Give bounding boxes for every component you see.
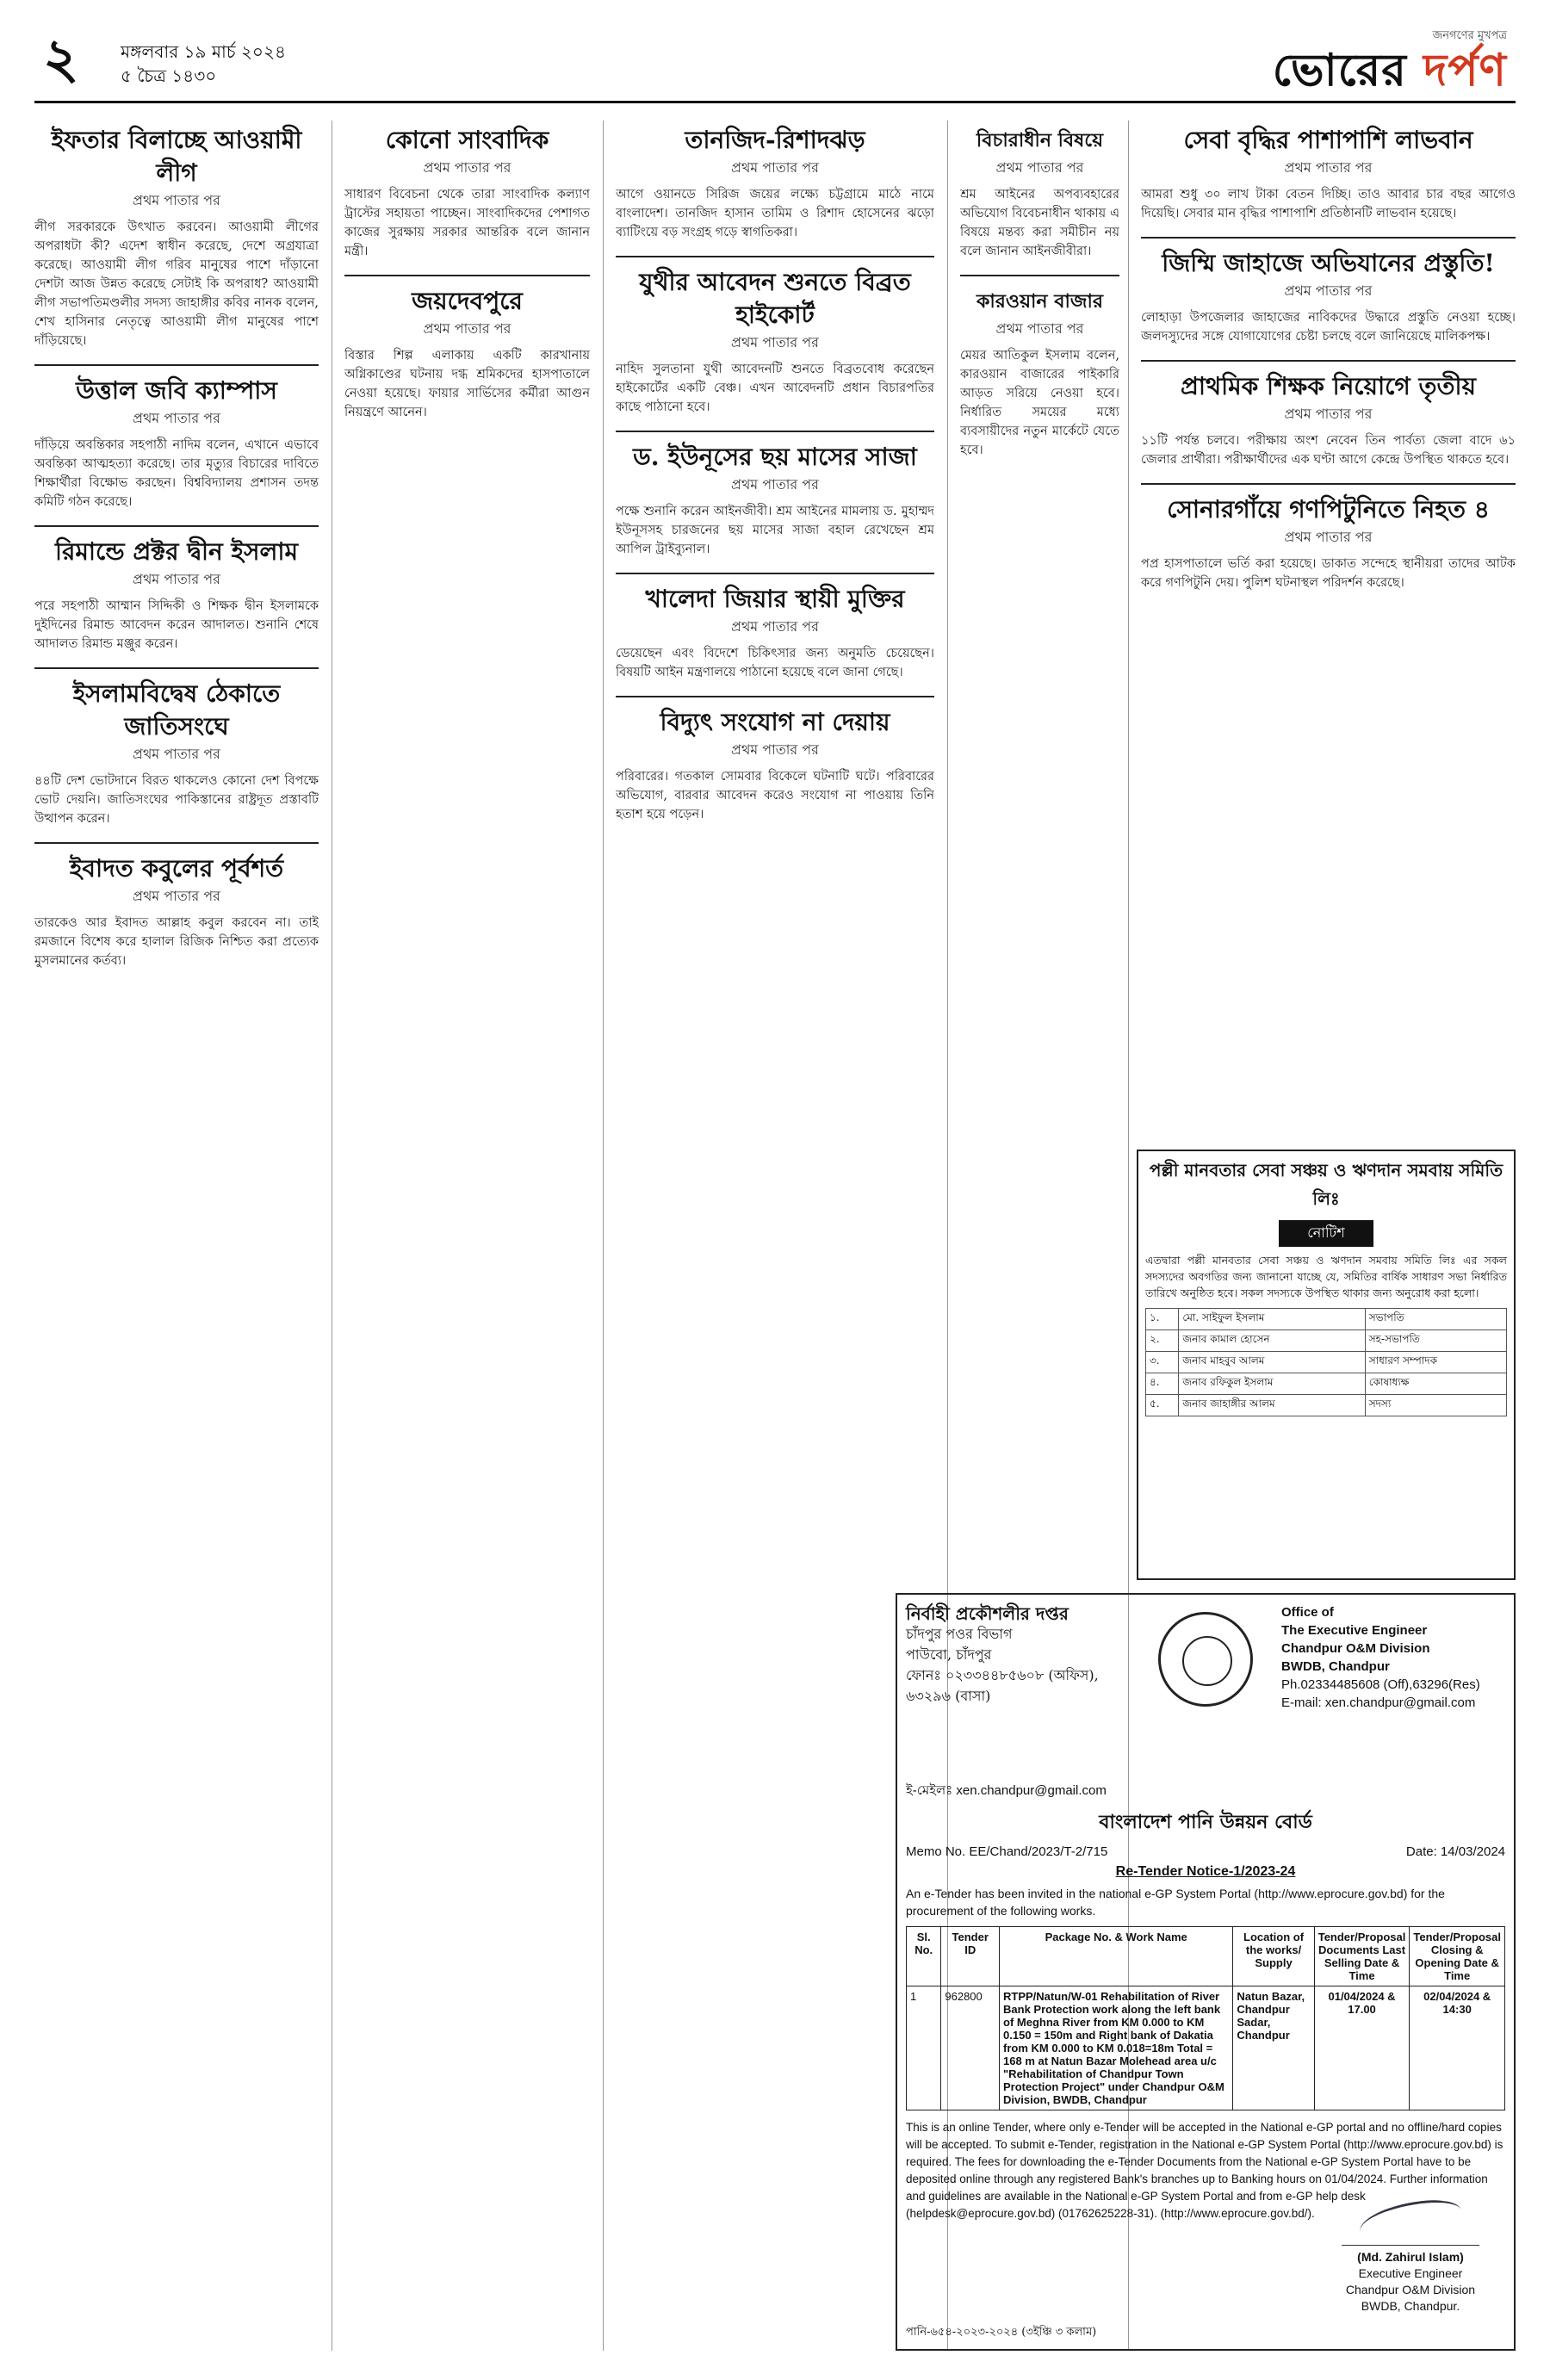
story-electricity bbox=[616, 706, 934, 824]
member-no: ৪. bbox=[1146, 1373, 1179, 1395]
brand-part-1: ভোরের bbox=[1272, 44, 1407, 96]
continued-label: প্রথম পাতার পর bbox=[995, 159, 1084, 176]
date-gregorian: মঙ্গলবার ১৯ মার্চ ২০২৪ bbox=[121, 41, 286, 62]
office-email: E-mail: xen.chandpur@gmail.com bbox=[1281, 1695, 1476, 1710]
cell-work: RTPP/Natun/W-01 Rehabilitation of River Bank Protection work along the left bank of Meghna River from KM 0.000 to KM 0.150 = 150m and Right bank of Dakatia from KM 0.000 to KM 0.018=18m Total = 168 m at Natun Bazar Molehead area u/c "Rehabilitation of Chandpur Town Protection Project" under Chandpur O&M Division, BWDB, Chandpur bbox=[1000, 1986, 1233, 2110]
table-header-row bbox=[907, 1927, 1505, 1986]
story-body: ১১টি পর্যন্ত চলবে। পরীক্ষায় অংশ নেবেন তিন পার্বত্য জেলা বাদে ৬১ জেলার প্রার্থীরা। পরীক্ষার্থীদের এক ঘণ্টা আগে কেন্দ্রে উপস্থিত থাকতে হবে। bbox=[1141, 434, 1516, 467]
board-name: বাংলাদেশ পানি উন্নয়ন বোর্ড bbox=[1099, 1811, 1312, 1833]
office-line: The Executive Engineer bbox=[1281, 1623, 1428, 1638]
continued-label: প্রথম পাতার পর bbox=[995, 320, 1084, 337]
story-service-profit bbox=[1141, 124, 1516, 223]
office-line: চাঁদপুর পওর বিভাগ bbox=[906, 1626, 1013, 1642]
headline[interactable]: কোনো সাংবাদিক bbox=[385, 126, 549, 154]
cell-closing: 02/04/2024 & 14:30 bbox=[1410, 1986, 1505, 2110]
member-no: ৫. bbox=[1146, 1395, 1179, 1416]
retender-title: Re-Tender Notice-1/2023-24 bbox=[1115, 1864, 1296, 1879]
story-body: পক্ষে শুনানি করেন আইনজীবী। শ্রম আইনের মামলায় ড. মুহাম্মদ ইউনূসসহ চারজনের ছয় মাসের সাজা বহাল রেখেছেন শ্রম আপিল ট্রাইব্যুনাল। bbox=[616, 505, 934, 556]
table-row bbox=[1146, 1309, 1507, 1330]
continued-label: প্রথম পাতার পর bbox=[731, 741, 819, 758]
divider bbox=[616, 256, 934, 257]
column-1 bbox=[34, 121, 319, 2351]
continued-label: প্রথম পাতার পর bbox=[133, 571, 220, 587]
headline[interactable]: যুথীর আবেদন শুনতে বিব্রত হাইকোর্ট bbox=[639, 268, 911, 329]
table-row bbox=[1146, 1352, 1507, 1373]
member-no: ১. bbox=[1146, 1309, 1179, 1330]
col-header: Location of the works/ Supply bbox=[1233, 1927, 1314, 1986]
headline[interactable]: ইসলামবিদ্বেষ ঠেকাতে জাতিসংঘে bbox=[72, 679, 281, 741]
office-line: পাউবো, চাঁদপুর bbox=[906, 1646, 992, 1663]
story-teacher-recruitment bbox=[1141, 370, 1516, 469]
bwdb-emblem-icon bbox=[1158, 1612, 1253, 1707]
brand-logo bbox=[1273, 46, 1507, 96]
member-name: জনাব রফিকুল ইসলাম bbox=[1179, 1373, 1365, 1395]
column-rule bbox=[603, 121, 604, 2351]
member-role: সহ-সভাপতি bbox=[1365, 1330, 1506, 1352]
tender-header bbox=[906, 1603, 1505, 1776]
col-header: Package No. & Work Name bbox=[1000, 1927, 1233, 1986]
story-iftar bbox=[34, 124, 319, 350]
tender-table bbox=[906, 1926, 1505, 2110]
headline[interactable]: সেবা বৃদ্ধির পাশাপাশি লাভবান bbox=[1183, 126, 1473, 154]
continued-label: প্রথম পাতার পর bbox=[133, 888, 220, 904]
signatory-org: BWDB, Chandpur. bbox=[1361, 2299, 1460, 2313]
story-sonargaon bbox=[1141, 493, 1516, 592]
story-un-islamophobia bbox=[34, 678, 319, 828]
brand-tagline: জনগণের মুখপত্র bbox=[1432, 29, 1507, 42]
story-body: পরিবারের। গতকাল সোমবার বিকেলে ঘটনাটি ঘটে। পরিবারের অভিযোগ, বারবার আবেদন করেও সংযোগ না পাওয়ায় তিনি হতাশ হয়ে পড়েন। bbox=[616, 770, 934, 821]
divider bbox=[34, 667, 319, 669]
signatory-title: Executive Engineer bbox=[1358, 2266, 1463, 2280]
story-body: আগে ওয়ানডে সিরিজ জয়ের লক্ষ্যে চট্টগ্রামে মাঠে নামে বাংলাদেশ। তানজিদ হাসান তামিম ও রিশাদ হোসেনের ঝড়ো ব্যাটিংয়ে বড় সংগ্রহ গড়ে স্বাগতিকরা। bbox=[616, 188, 934, 239]
continued-label: প্রথম পাতার পর bbox=[731, 334, 819, 350]
col-header: Tender/Proposal Closing & Opening Date & Time bbox=[1410, 1927, 1505, 1986]
tender-footer: This is an online Tender, where only e-Tender will be accepted in the National e-GP portal and no offline/hard copies will be accepted. To submit e-Tender, registration in the National e-GP System Portal (http://www.eprocure.gov.bd) is required. The fees for downloading the e-Tender Documents from the National e-GP System Portal have to be deposited online through any registered Bank's branches up to Banking hours on 01/04/2024. Further information and guidelines are available in the National e-GP System Portal and from e-GP help desk (helpdesk@eprocure.gov.bd) (01762625228-31). (http://www.eprocure.gov.bd/). bbox=[906, 2121, 1504, 2220]
member-table bbox=[1145, 1308, 1507, 1416]
divider bbox=[1141, 360, 1516, 362]
masthead bbox=[34, 26, 1516, 103]
cooperative-notice bbox=[1137, 1150, 1516, 1580]
ad-reference: পানি-৬৫৪-২০২৩-২০২৪ (৩ইঞ্চি ৩ কলাম) bbox=[906, 2326, 1097, 2339]
office-phone: ৬৩২৯৬ (বাসা) bbox=[906, 1688, 991, 1704]
story-hostage-ship bbox=[1141, 247, 1516, 346]
continued-label: প্রথম পাতার পর bbox=[423, 320, 512, 337]
headline[interactable]: বিদ্যুৎ সংযোগ না দেয়ায় bbox=[660, 708, 890, 736]
member-no: ৩. bbox=[1146, 1352, 1179, 1373]
story-tanjid-rishad bbox=[616, 124, 934, 242]
member-role: সাধারণ সম্পাদক bbox=[1365, 1352, 1506, 1373]
column-5 bbox=[1141, 121, 1516, 1137]
story-body: দাঁড়িয়ে অবন্তিকার সহপাঠী নাদিম বলেন, এখানে এভাবে অবন্তিকা আত্মহত্যা করেছে। তার মৃত্যুর বিচারের দাবিতে শিক্ষার্থীরা বিক্ষোভ করছেন। বিশ্ববিদ্যালয় প্রশাসন তদন্ত কমিটি গঠন করেছে। bbox=[34, 438, 319, 509]
story-body: শ্রম আইনের অপব্যবহারের অভিযোগ বিবেচনাধীন থাকায় এ বিষয়ে মন্তব্য করা সমীচীন নয় বলে জানান আইনজীবীরা। bbox=[960, 188, 1119, 258]
divider bbox=[1141, 237, 1516, 239]
story-juthi bbox=[616, 266, 934, 417]
memo-date: Date: 14/03/2024 bbox=[1405, 1844, 1505, 1859]
story-body: আমরা শুধু ৩০ লাখ টাকা বেতন দিচ্ছি। তাও আবার চার বছর আগেও দিয়েছি। সেবার মান বৃদ্ধির পাশাপাশি প্রতিষ্ঠানটি লাভবান হয়েছে। bbox=[1141, 188, 1516, 220]
divider bbox=[616, 431, 934, 432]
divider bbox=[616, 573, 934, 574]
member-name: জনাব কামাল হোসেন bbox=[1179, 1330, 1365, 1352]
tender-notice bbox=[896, 1593, 1516, 2351]
headline[interactable]: ইফতার বিলাচ্ছে আওয়ামী লীগ bbox=[51, 126, 302, 187]
member-role: সভাপতি bbox=[1365, 1309, 1506, 1330]
table-row bbox=[1146, 1373, 1507, 1395]
office-title-bn: নির্বাহী প্রকৌশলীর দপ্তর bbox=[906, 1603, 1069, 1624]
headline[interactable]: জিম্মি জাহাজে অভিযানের প্রস্তুতি! bbox=[1162, 249, 1495, 277]
divider bbox=[344, 275, 590, 276]
column-4 bbox=[960, 121, 1119, 1576]
member-role: সদস্য bbox=[1365, 1395, 1506, 1416]
signature-block bbox=[1342, 2194, 1479, 2315]
headline[interactable]: ইবাদত কবুলের পূর্বশর্ত bbox=[69, 854, 284, 883]
table-row bbox=[1146, 1395, 1507, 1416]
member-name: জনাব মাহবুব আলম bbox=[1179, 1352, 1365, 1373]
newspaper-brand bbox=[1273, 28, 1507, 96]
brand-part-2: দর্পণ bbox=[1423, 44, 1507, 96]
tender-meta bbox=[906, 1781, 1505, 1802]
office-title-en: Office of bbox=[1281, 1605, 1334, 1620]
story-journalist bbox=[344, 124, 590, 261]
cell-location: Natun Bazar, Chandpur Sadar, Chandpur bbox=[1233, 1986, 1314, 2110]
member-name: মো. সাইফুল ইসলাম bbox=[1179, 1309, 1365, 1330]
notice-badge: নোটিশ bbox=[1279, 1220, 1373, 1247]
headline[interactable]: ড. ইউনূসের ছয় মাসের সাজা bbox=[633, 443, 917, 471]
story-body: মেয়র আতিকুল ইসলাম বলেন, কারওয়ান বাজারের পাইকারি আড়ত সরিয়ে নেওয়া হবে। নির্ধারিত সময়ের মধ্যে ব্যবসায়ীদের নতুন মার্কেটে যেতে হবে। bbox=[960, 349, 1119, 457]
headline[interactable]: তানজিদ-রিশাদঝড় bbox=[685, 126, 865, 154]
continued-label: প্রথম পাতার পর bbox=[1284, 406, 1373, 422]
cell-sl: 1 bbox=[907, 1986, 941, 2110]
office-phone: Ph.02334485608 (Off),63296(Res) bbox=[1281, 1677, 1480, 1692]
office-line: Chandpur O&M Division bbox=[1281, 1641, 1430, 1656]
story-body: ডেয়েছেন এবং বিদেশে চিকিৎসার জন্য অনুমতি চেয়েছেন। বিষয়টি আইন মন্ত্রণালয়ে পাঠানো হয়েছে বলে জানা গেছে। bbox=[616, 647, 934, 679]
headline[interactable]: প্রাথমিক শিক্ষক নিয়োগে তৃতীয় bbox=[1180, 372, 1477, 400]
divider bbox=[34, 364, 319, 366]
table-row bbox=[907, 1986, 1505, 2110]
continued-label: প্রথম পাতার পর bbox=[731, 476, 819, 493]
divider bbox=[960, 275, 1119, 276]
member-name: জনাব জাহাঙ্গীর আলম bbox=[1179, 1395, 1365, 1416]
continued-label: প্রথম পাতার পর bbox=[133, 746, 220, 762]
continued-label: প্রথম পাতার পর bbox=[1284, 159, 1373, 176]
office-phone: ফোনঃ ০২৩৩৪৪৮৫৬০৮ (অফিস), bbox=[906, 1667, 1099, 1683]
story-body: বিস্তার শিল্প এলাকায় একটি কারখানায় অগ্নিকাণ্ডের ঘটনায় দগ্ধ শ্রমিকদের হাসপাতালে নেওয়া হয়েছে। ফায়ার সার্ভিসের কর্মীরা আগুন নিয়ন্ত্রণে আনেন। bbox=[344, 349, 590, 419]
continued-label: প্রথম পাতার পর bbox=[731, 159, 819, 176]
cell-selling: 01/04/2024 & 17.00 bbox=[1314, 1986, 1410, 2110]
story-body: পরে সহপাঠী আম্মান সিদ্দিকী ও শিক্ষক দ্বীন ইসলামকে দুইদিনের রিমান্ড আবেদন করেন আদালত। শুনানি শেষে আদালত রিমান্ড মঞ্জুর করেন। bbox=[34, 599, 319, 651]
divider bbox=[616, 696, 934, 697]
cell-tender-id: 962800 bbox=[941, 1986, 1000, 2110]
story-body: তারকেও আর ইবাদত আল্লাহ কবুল করবেন না। তাই রমজানে বিশেষ করে হালাল রিজিক নিশ্চিত করা প্রত্যেক মুসলমানের কর্তব্য। bbox=[34, 916, 319, 968]
column-2 bbox=[344, 121, 590, 2351]
column-3 bbox=[616, 121, 934, 2351]
story-yunus bbox=[616, 441, 934, 559]
story-karwan-bazar bbox=[960, 285, 1119, 460]
story-body: সাধারণ বিবেচনা থেকে তারা সাংবাদিক কল্যাণ ট্রাস্টের সহায়তা পাচ্ছেন। সাংবাদিকদের পেশাগত কাজের সুরক্ষায় সরকার আন্তরিক বলে জানান মন্ত্রী। bbox=[344, 188, 590, 258]
story-body: ৪৪টি দেশ ভোটদানে বিরত থাকলেও কোনো দেশ বিপক্ষে ভোট দেয়নি। জাতিসংঘের পাকিস্তানের রাষ্ট্রদূত প্রস্তাবটি উত্থাপন করেন। bbox=[34, 774, 319, 826]
tender-office-english bbox=[1281, 1603, 1505, 1712]
table-row bbox=[1146, 1330, 1507, 1352]
email-bangla: ই-মেইলঃ xen.chandpur@gmail.com bbox=[906, 1783, 1107, 1798]
story-jabi-campus bbox=[34, 375, 319, 511]
story-body: লীগ সরকারকে উৎখাত করবেন। আওয়ামী লীগের অপরাধটা কী? এদেশ স্বাধীন করেছে, দেশে অগ্রযাত্রা করেছে। আওয়ামী লীগ গরিব মানুষের পাশে দাঁড়ানো দেশটা আজ উন্নত করেছে সেটাই কি অপরাধ? আওয়ামী লীগ সভাপতিমণ্ডলীর সদস্য জাহাঙ্গীর কবির নানক বলেন, শেখ হাসিনার নেতৃত্বে আওয়ামী লীগ মানুষের পাশে দাঁড়িয়েছে। bbox=[34, 220, 319, 348]
headline[interactable]: উত্তাল জবি ক্যাম্পাস bbox=[76, 376, 277, 405]
tender-intro: An e-Tender has been invited in the national e-GP System Portal (http://www.eprocure.gov.bd) for the procurement of the following works. bbox=[906, 1887, 1445, 1918]
story-khaleda bbox=[616, 583, 934, 682]
story-body: নাহিদ সুলতানা যুথী আবেদনটি শুনতে বিব্রতবোধ করেছেন হাইকোর্টের একটি বেঞ্চ। এখন আবেদনটি প্রধান বিচারপতির কাছে পাঠানো হবে। bbox=[616, 363, 934, 414]
col-header: Tender ID bbox=[941, 1927, 1000, 1986]
story-sub-judice bbox=[960, 124, 1119, 261]
member-no: ২. bbox=[1146, 1330, 1179, 1352]
date-line bbox=[121, 40, 286, 88]
signatory-name: (Md. Zahirul Islam) bbox=[1357, 2250, 1464, 2264]
continued-label: প্রথম পাতার পর bbox=[133, 192, 220, 208]
memo-number: Memo No. EE/Chand/2023/T-2/715 bbox=[906, 1844, 1108, 1859]
office-line: BWDB, Chandpur bbox=[1281, 1659, 1390, 1674]
date-bangla: ৫ চৈত্র ১৪৩০ bbox=[121, 65, 217, 86]
headline[interactable]: খালেদা জিয়ার স্থায়ী মুক্তির bbox=[645, 585, 905, 613]
continued-label: প্রথম পাতার পর bbox=[731, 618, 819, 635]
headline[interactable]: বিচারাধীন বিষয়ে bbox=[976, 129, 1104, 152]
divider bbox=[1141, 483, 1516, 485]
headline[interactable]: কারওয়ান বাজার bbox=[976, 290, 1103, 313]
continued-label: প্রথম পাতার পর bbox=[133, 410, 220, 426]
story-ibadat bbox=[34, 852, 319, 970]
story-body: লোহাড়া উপজেলার জাহাজের নাবিকদের উদ্ধারে প্রস্তুতি নেওয়া হচ্ছে। জলদস্যুদের সঙ্গে যোগাযোগের চেষ্টা চলছে বলে জানিয়েছে মালিকপক্ষ। bbox=[1141, 311, 1516, 344]
divider bbox=[34, 525, 319, 527]
col-header: Tender/Proposal Documents Last Selling Date & Time bbox=[1314, 1927, 1410, 1986]
story-joydevpur bbox=[344, 285, 590, 422]
continued-label: প্রথম পাতার পর bbox=[423, 159, 512, 176]
tender-office-bangla bbox=[906, 1603, 1130, 1707]
memo-line bbox=[906, 1844, 1505, 1859]
col-header: Sl. No. bbox=[907, 1927, 941, 1986]
page-number: ২ bbox=[43, 27, 79, 91]
headline[interactable]: রিমান্ডে প্রক্টর দ্বীন ইসলাম bbox=[54, 537, 299, 566]
headline[interactable]: জয়দেবপুরে bbox=[412, 287, 523, 315]
continued-label: প্রথম পাতার পর bbox=[1284, 282, 1373, 299]
continued-label: প্রথম পাতার পর bbox=[1284, 529, 1373, 545]
notice-body: এতদ্বারা পল্লী মানবতার সেবা সঞ্চয় ও ঋণদান সমবায় সমিতি লিঃ এর সকল সদস্যদের অবগতির জন্য জানানো যাচ্ছে যে, সমিতির বার্ষিক সাধারণ সভা নির্ধারিত তারিখে অনুষ্ঠিত হবে। সকল সদস্যকে উপস্থিত থাকার জন্য অনুরোধ করা হলো। bbox=[1145, 1254, 1507, 1299]
divider bbox=[34, 842, 319, 844]
signature-icon bbox=[1342, 2194, 1479, 2246]
signatory-division: Chandpur O&M Division bbox=[1345, 2283, 1476, 2296]
notice-title: পল্লী মানবতার সেবা সঞ্চয় ও ঋণদান সমবায় সমিতি লিঃ bbox=[1149, 1160, 1504, 1209]
headline[interactable]: সোনারগাঁয়ে গণপিটুনিতে নিহত ৪ bbox=[1167, 495, 1490, 524]
member-role: কোষাধ্যক্ষ bbox=[1365, 1373, 1506, 1395]
story-remand bbox=[34, 536, 319, 654]
story-body: পপ্র হাসপাতালে ভর্তি করা হয়েছে। ডাকাত সন্দেহে স্থানীয়রা তাদের আটক করে গণপিটুনি দেয়। পুলিশ ঘটনাস্থল পরিদর্শন করেছে। bbox=[1141, 557, 1516, 590]
